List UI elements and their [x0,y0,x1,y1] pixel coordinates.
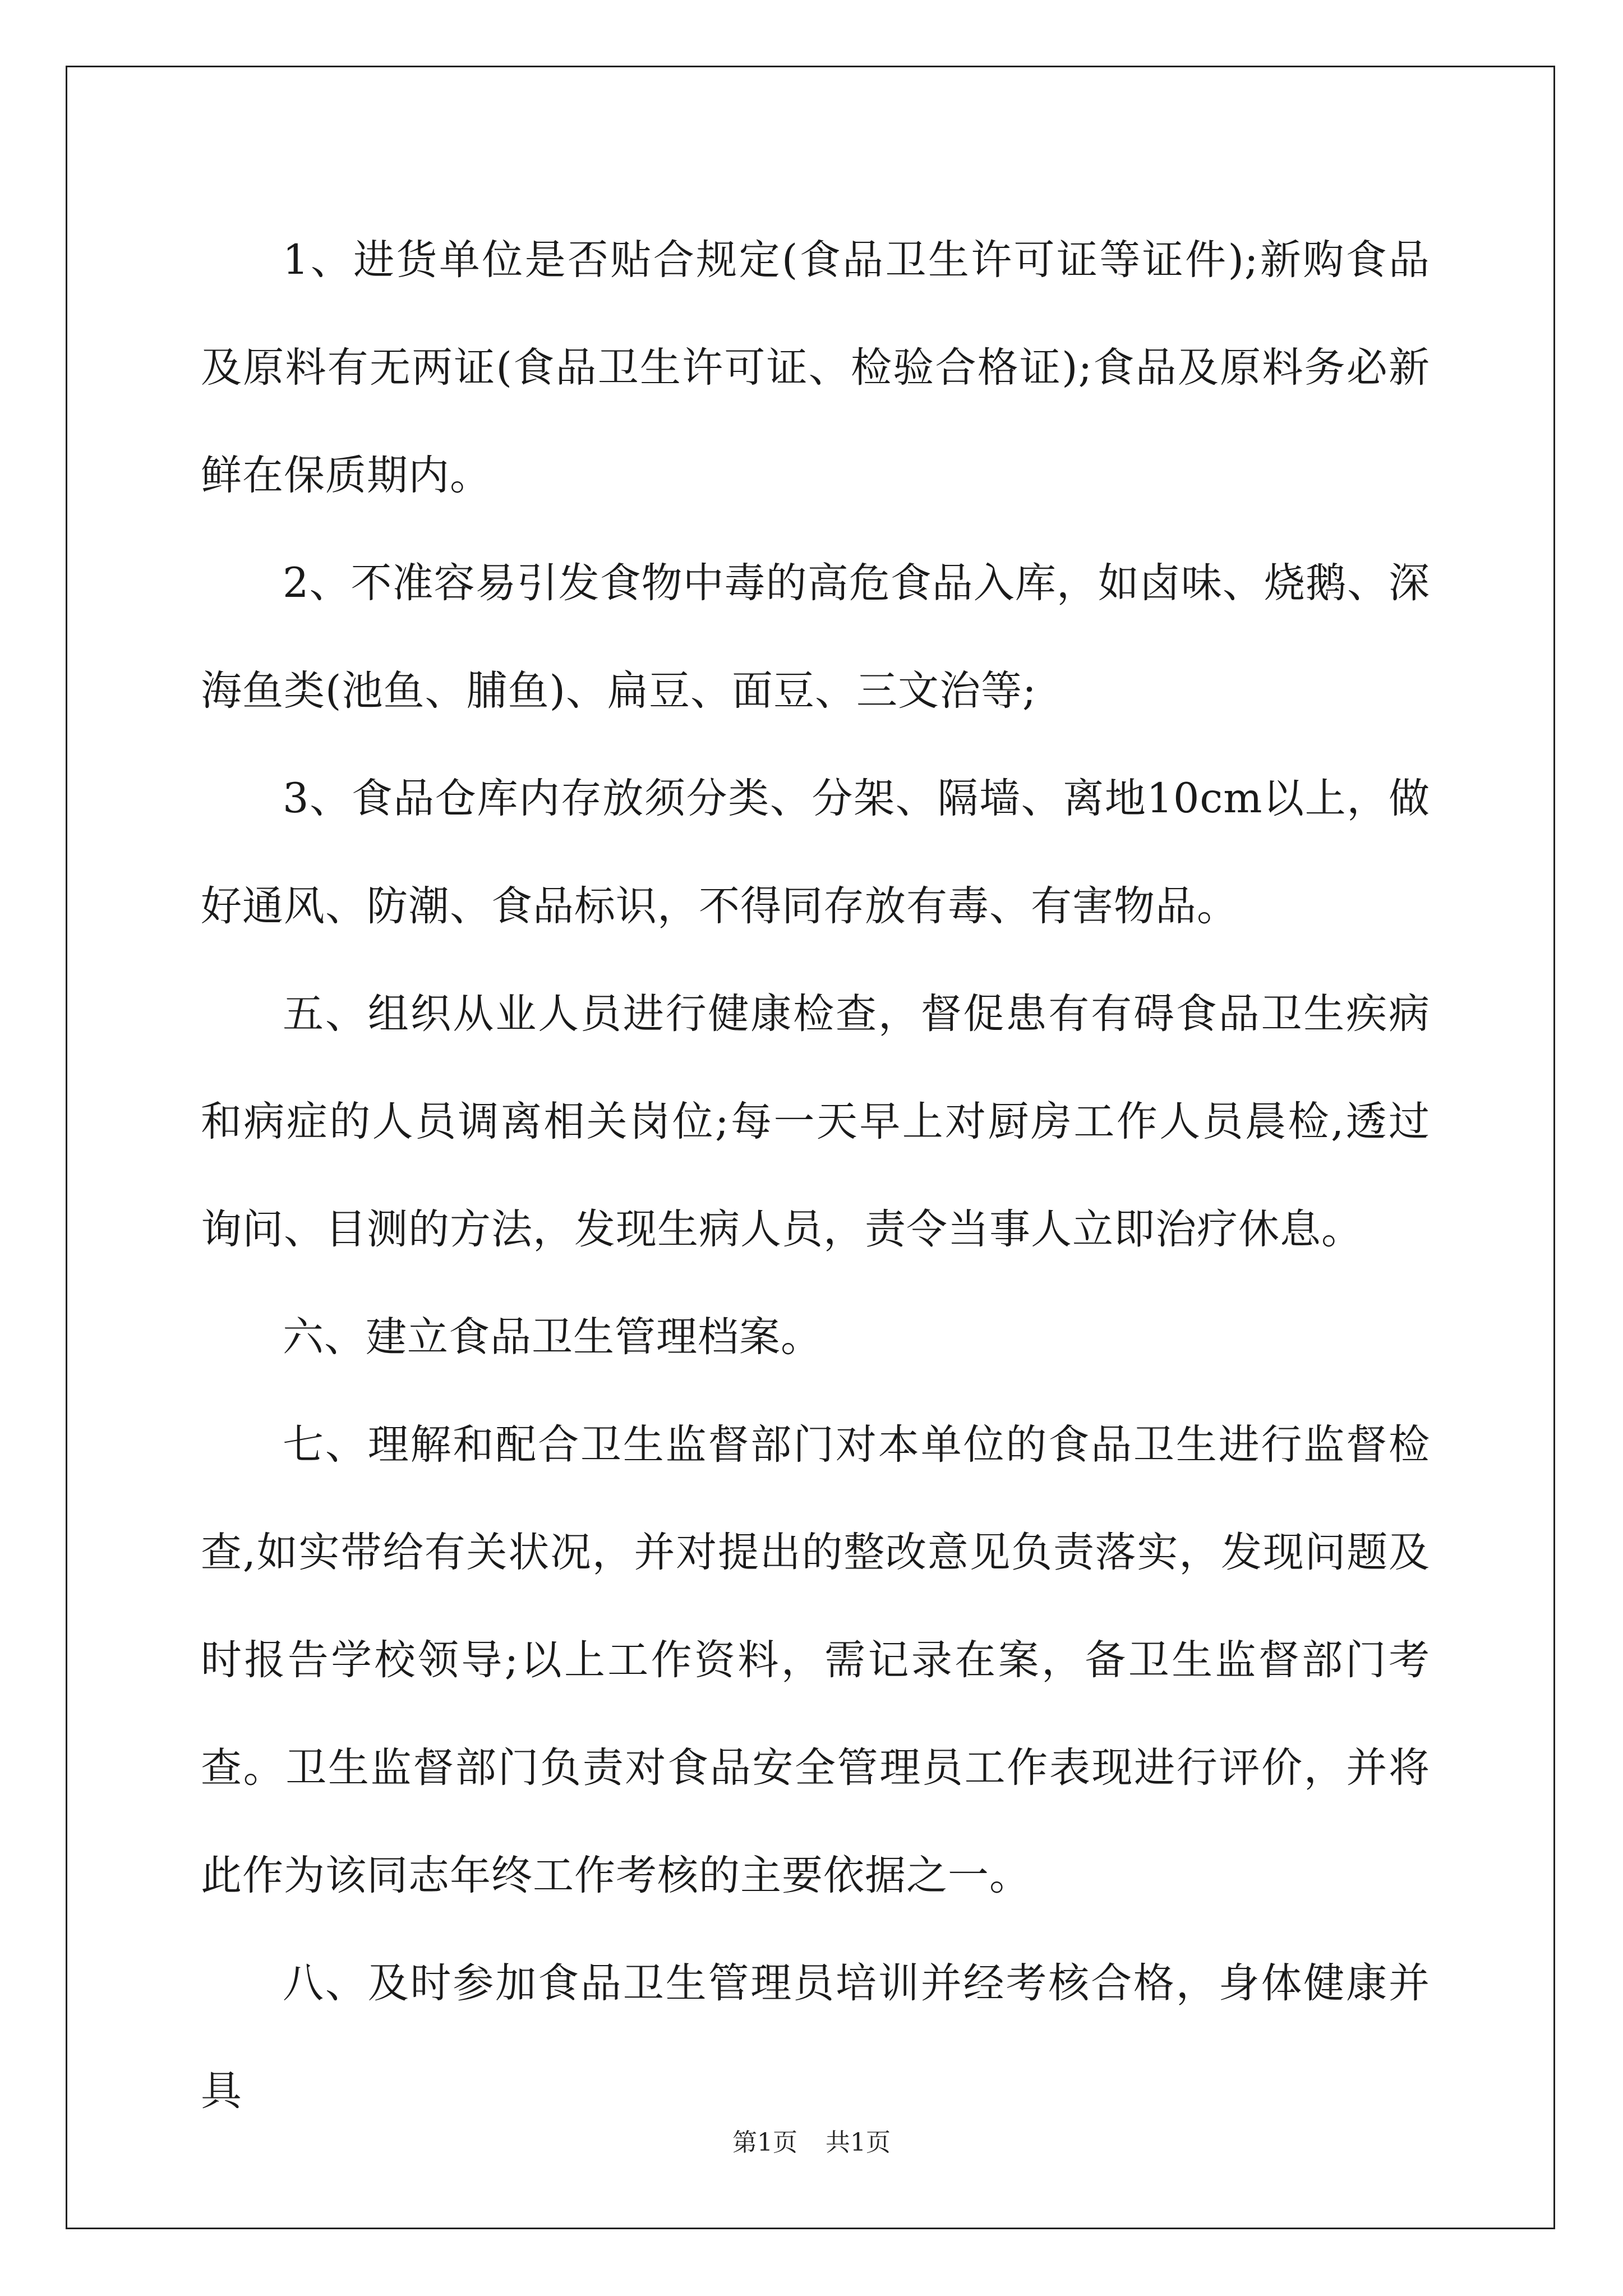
paragraph-2: 2、不准容易引发食物中毒的高危食品入库，如卤味、烧鹅、深海鱼类(池鱼、脯鱼)、扁豆、面豆、三文治等; [201,559,1430,715]
document-body [201,206,1430,2145]
paragraph-5: 六、建立食品卫生管理档案。 [283,1313,822,1361]
page-number-current: 第1页 [732,2128,797,2157]
paragraph-6: 七、理解和配合卫生监督部门对本单位的食品卫生进行监督检查,如实带给有关状况，并对提出的整改意见负责落实，发现问题及时报告学校领导;以上工作资料，需记录在案，备卫生监督部门考查。卫生监督部门负责对食品安全管理员工作表现进行评价，并将此作为该同志年终工作考核的主要依据之一。 [201,1421,1430,1899]
page-number-total: 共1页 [826,2128,891,2157]
page-footer [0,2126,1623,2160]
paragraph-3: 3、食品仓库内存放须分类、分架、隔墙、离地10cm以上，做好通风、防潮、食品标识，不得同存放有毒、有害物品。 [201,775,1430,930]
paragraph-4: 五、组织从业人员进行健康检查，督促患有有碍食品卫生疾病和病症的人员调离相关岗位;每一天早上对厨房工作人员晨检,透过询问、目测的方法，发现生病人员，责令当事人立即治疗休息。 [201,990,1430,1253]
paragraph-7: 八、及时参加食品卫生管理员培训并经考核合格，身体健康并具 [201,1959,1430,2115]
paragraph-1: 1、进货单位是否贴合规定(食品卫生许可证等证件);新购食品及原料有无两证(食品卫生许可证、检验合格证);食品及原料务必新鲜在保质期内。 [201,236,1430,499]
